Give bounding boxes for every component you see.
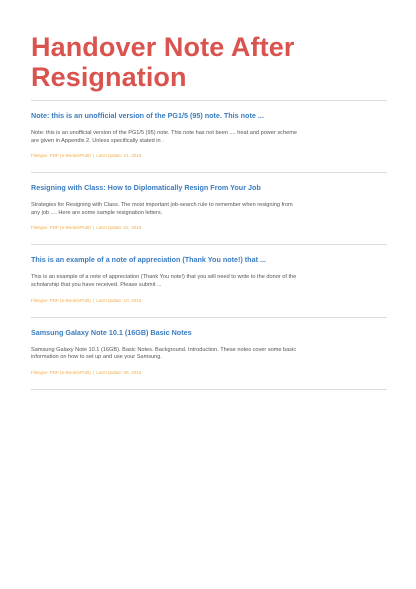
entry-filetype: Filetype: PDF (e-Book/ePUB) bbox=[31, 297, 91, 303]
entry-last-update: Last Update: 02, 2015 bbox=[96, 225, 142, 231]
meta-separator: | bbox=[93, 153, 95, 159]
entry-meta bbox=[31, 225, 387, 231]
meta-separator: | bbox=[93, 369, 95, 375]
meta-separator: | bbox=[93, 225, 95, 231]
entry-meta bbox=[31, 153, 387, 159]
entry-title-link[interactable]: Samsung Galaxy Note 10.1 (16GB) Basic Notes bbox=[31, 327, 192, 337]
list-item bbox=[31, 173, 387, 245]
entry-snippet: Strategies for Resigning with Class. The most important job-search rule to remember when resigning from any job .... Here are some sample resignation letters. bbox=[31, 202, 293, 216]
page-title bbox=[31, 32, 387, 92]
entry-title-link[interactable]: Note: this is an unofficial version of the PG1/5 (95) note. This note ... bbox=[31, 111, 264, 120]
entry-last-update: Last Update: 06, 2015 bbox=[96, 369, 142, 375]
entry-snippet: This is an example of a note of appreciation (Thank You note!) that you will need to write to the donor of the scholarship that you have received. Please submit ... bbox=[31, 274, 297, 288]
document-page bbox=[31, 32, 387, 390]
entry-snippet: Samsung Galaxy Note 10.1 (16GB). Basic Notes. Background. Introduction. These notes cover some basic information on how to set up and use your Samsung. bbox=[31, 346, 297, 361]
entry-last-update: Last Update: 21, 2015 bbox=[96, 153, 142, 159]
entry-filetype: Filetype: PDF (e-Book/ePUB) bbox=[31, 225, 91, 231]
meta-separator: | bbox=[93, 297, 95, 303]
entry-meta bbox=[31, 298, 387, 304]
page-title-line-1: Handover Note After bbox=[31, 32, 295, 62]
entry-snippet: Note: this is an unofficial version of the PG1/5 (95) note. This note has not been .... heat and power scheme are given in Appendix 2. Unless specifically stated in . bbox=[31, 130, 297, 144]
entry-filetype: Filetype: PDF (e-Book/ePUB) bbox=[31, 369, 91, 375]
entry-meta bbox=[31, 370, 387, 376]
page-title-line-2: Resignation bbox=[31, 62, 187, 92]
list-item bbox=[31, 101, 387, 173]
entry-filetype: Filetype: PDF (e-Book/ePUB) bbox=[31, 153, 91, 159]
entry-last-update: Last Update: 10, 2015 bbox=[96, 297, 142, 303]
entry-title-link[interactable]: Resigning with Class: How to Diplomatically Resign From Your Job bbox=[31, 183, 261, 193]
list-item bbox=[31, 245, 387, 317]
entry-title-link[interactable]: This is an example of a note of appreciation (Thank You note!) that ... bbox=[31, 255, 266, 265]
list-item bbox=[31, 318, 387, 390]
